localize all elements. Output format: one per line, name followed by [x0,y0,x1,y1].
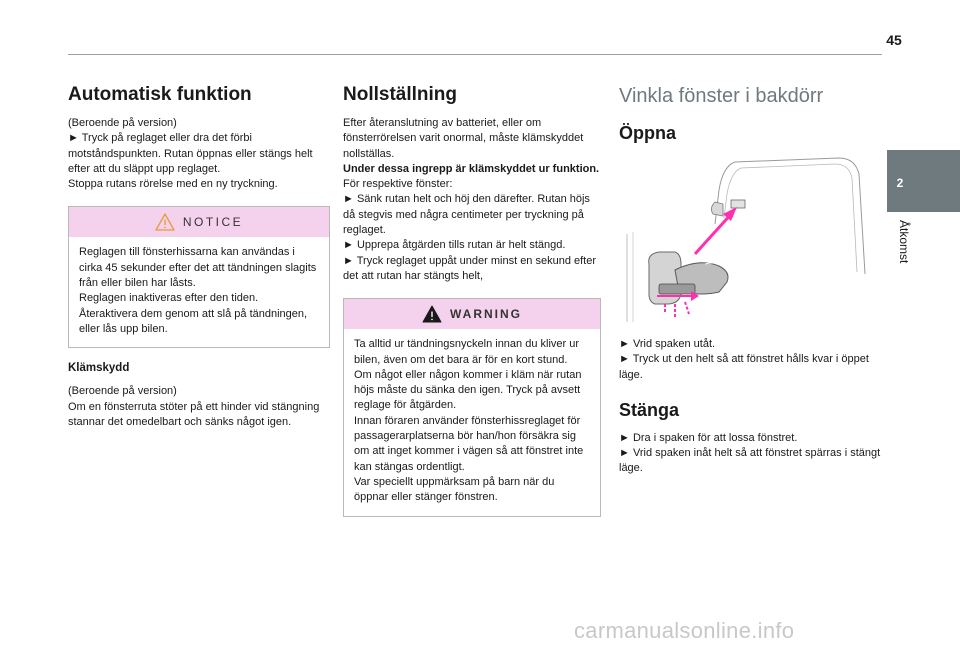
notice-text-2: Reglagen inaktiveras efter den tiden. Återaktivera dem genom att slå på tändningen, eller lås upp bilen. [79,292,308,335]
reset-step-1: ► Sänk rutan helt och höj den därefter. Rutan höjs då stegvis med några centimeter per tryckning på reglaget. [343,193,590,237]
column-reset [343,84,601,517]
intro-step: ► Tryck på reglaget eller dra det förbi motståndspunkten. Rutan öppnas eller stängs helt efter att du släppt upp reglaget. [68,132,313,175]
chapter-number: 2 [896,176,904,190]
intro-version: (Beroende på version) [68,117,177,129]
section-title-automatic: Automatisk funktion [68,84,252,105]
warning-header [344,299,600,329]
warning-text-4: Var speciellt uppmärksam på barn när du öppnar eller stänger fönstren. [354,475,555,504]
warning-text-1: Ta alltid ur tändningsnyckeln innan du kliver ur bilen, även om det bara är för en kort stund. [354,338,580,366]
notice-heading: NOTICE [182,215,244,230]
chapter-label: Åtkomst [897,220,911,264]
section-title-reset: Nollställning [343,84,457,105]
warning-text-2: Om något eller någon kommer i kläm när rutan höjs måste du sänka den igen. Tryck på avsett reglage för åtgärden. [354,368,582,412]
notice-box [68,206,330,348]
section-title-rear-window: Vinkla fönster i bakdörr [619,85,824,107]
header-rule [68,54,882,55]
reset-step-3: ► Tryck reglaget uppåt under minst en sekund efter det att rutan har stängts helt, [343,254,597,282]
reset-bold-note: Under dessa ingrepp är klämskyddet ur funktion. [343,162,600,175]
reset-intro: Efter återanslutning av batteriet, eller om fönsterrörelsen varit onormal, måste klämskyddet nollställas. [343,117,584,160]
page-number: 45 [886,32,902,48]
warning-triangle-icon [422,305,442,323]
notice-header [69,207,329,237]
close-step-2: ► Vrid spaken inåt helt så att fönstret spärras i stängt läge. [619,447,881,475]
watermark: carmanualsonline.info [574,618,795,643]
anti-pinch-text: Om en fönsterruta stöter på ett hinder vid stängning stannar det omedelbart och sänks något igen. [68,400,320,428]
column-automatic [68,84,330,430]
rear-window-latch-illustration [619,154,867,324]
subtitle-open: Öppna [619,123,676,143]
warning-heading: WARNING [450,307,522,322]
warning-text-3: Innan föraren använder fönsterhissreglaget för passagerarplatserna bör han/hon försäkra sig om att inget kommer i vägen så att fönstret inte kan stängas ordentligt. [354,414,584,473]
warning-triangle-icon [155,213,175,231]
subtitle-close: Stänga [619,399,680,420]
notice-text-1: Reglagen till fönsterhissarna kan användas i cirka 45 sekunder efter det att tändningen slagits från eller bilen har låsts. [79,246,317,290]
intro-stop: Stoppa rutans rörelse med en ny tryckning. [68,178,278,191]
open-step-1: ► Vrid spaken utåt. [619,338,716,350]
column-rear-window [619,84,881,477]
warning-box [343,298,601,516]
anti-pinch-version: (Beroende på version) [68,385,177,398]
close-step-1: ► Dra i spaken för att lossa fönstret. [619,431,798,444]
subtitle-anti-pinch: Klämskydd [68,362,130,375]
reset-step-0: För respektive fönster: [343,178,453,191]
open-step-2: ► Tryck ut den helt så att fönstret hålls kvar i öppet läge. [619,353,869,381]
reset-step-2: ► Upprepa åtgärden tills rutan är helt stängd. [343,239,566,252]
